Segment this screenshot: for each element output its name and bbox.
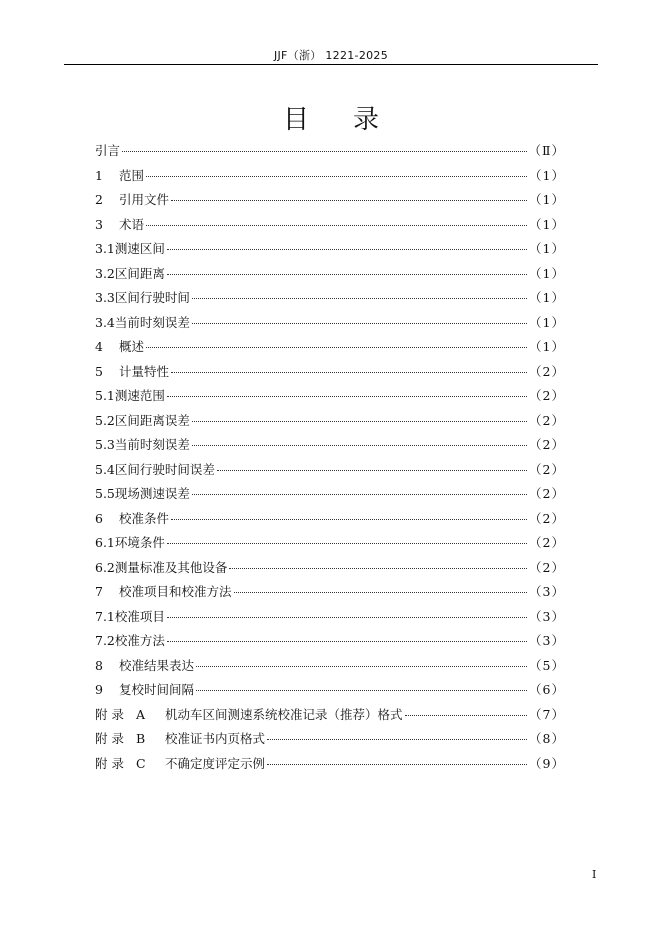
- toc-entry-title: 校准项目: [114, 608, 165, 624]
- toc-dot-leader: [171, 519, 527, 520]
- toc-entry-title: 复校时间间隔: [119, 682, 195, 697]
- toc-dot-leader: [146, 347, 527, 348]
- toc-entry-title: 校准项目和校准方法: [119, 584, 232, 599]
- toc-entry-page: （8）: [529, 731, 565, 746]
- toc-entry: [95, 458, 565, 483]
- document-code-header: JJF（浙） 1221-2025: [273, 49, 389, 62]
- toc-entry-title: 机动车区间测速系统校准记录（推荐）格式: [165, 706, 403, 722]
- toc-dot-leader: [167, 641, 527, 642]
- toc-entry: [95, 507, 565, 532]
- toc-entry-page: （6）: [529, 682, 565, 697]
- toc-entry-number: 5.5: [95, 486, 115, 501]
- toc-dot-leader: [192, 323, 527, 324]
- toc-entry-number: 2: [95, 192, 103, 207]
- toc-dot-leader: [229, 568, 527, 569]
- toc-entry-page: （1）: [529, 216, 565, 232]
- toc-entry-number: 附录 C: [95, 755, 150, 771]
- toc-entry-title: 测量标准及其他设备: [114, 559, 228, 575]
- toc-entry-title: 当前时刻误差: [114, 437, 190, 452]
- toc-dot-leader: [171, 200, 527, 201]
- toc-entry-title: 区间距离: [114, 265, 165, 281]
- toc-entry: [95, 727, 565, 752]
- toc-entry-number: 3.2: [95, 265, 115, 281]
- toc-entry-title: 校准证书内页格式: [165, 731, 266, 746]
- toc-entry-title: 测速区间: [114, 241, 165, 256]
- toc-entry-page: （3）: [529, 633, 565, 648]
- toc-dot-leader: [267, 764, 527, 765]
- toc-entry: [95, 360, 565, 385]
- toc-entry-number: 5: [95, 363, 103, 379]
- toc-dot-leader: [267, 739, 527, 740]
- toc-entry-title: 现场测速误差: [114, 486, 190, 501]
- toc-entry: [95, 703, 565, 728]
- toc-entry-title: 校准方法: [114, 633, 165, 648]
- toc-entry-title: 引用文件: [119, 192, 170, 207]
- toc-entry-page: （1）: [529, 241, 565, 256]
- toc-dot-leader: [146, 176, 527, 177]
- toc-entry-number: 6: [95, 510, 103, 526]
- toc-dot-leader: [192, 494, 527, 495]
- toc-entry-number: 5.4: [95, 461, 115, 477]
- toc-entry-page: （9）: [529, 755, 565, 771]
- toc-entry-page: （2）: [529, 559, 565, 575]
- toc-entry: [95, 188, 565, 213]
- toc-entry-page: （1）: [529, 167, 565, 183]
- toc-entry: [95, 580, 565, 605]
- toc-entry-page: （2）: [529, 535, 565, 550]
- toc-dot-leader: [192, 421, 527, 422]
- toc-entry-number: 9: [95, 682, 103, 697]
- toc-entry-page: （2）: [529, 388, 565, 403]
- toc-entry-number: 3.1: [95, 241, 115, 256]
- toc-entry-page: （2）: [529, 486, 565, 501]
- toc-entry: [95, 678, 565, 703]
- toc-entry-title: 术语: [119, 216, 145, 232]
- toc-entry: [95, 335, 565, 360]
- toc-entry-number: 6.2: [95, 559, 115, 575]
- toc-entry-number: 3.3: [95, 290, 115, 305]
- toc-entry-page: （5）: [529, 657, 565, 673]
- toc-entry-page: （1）: [529, 290, 565, 305]
- toc-entry-page: （2）: [529, 412, 565, 428]
- toc-entry-page: （2）: [529, 461, 565, 477]
- toc-entry-title: 校准结果表达: [119, 657, 195, 673]
- toc-entry: [95, 482, 565, 507]
- toc-entry: [95, 237, 565, 262]
- toc-entry-number: 7.1: [95, 608, 115, 624]
- toc-entry-title: 校准条件: [119, 510, 170, 526]
- toc-dot-leader: [146, 225, 527, 226]
- toc-entry-page: （3）: [529, 584, 565, 599]
- toc-dot-leader: [192, 445, 527, 446]
- toc-entry: [95, 654, 565, 679]
- toc-entry-number: 5.2: [95, 412, 115, 428]
- toc-entry: [95, 311, 565, 336]
- toc-entry-title: 概述: [119, 339, 145, 354]
- toc-entry-page: （1）: [529, 339, 565, 354]
- toc-entry-page: （2）: [529, 510, 565, 526]
- toc-dot-leader: [122, 151, 526, 152]
- toc-entry-number: 3: [95, 216, 103, 232]
- toc-entry-page: （7）: [529, 706, 565, 722]
- toc-entry-title: 区间行驶时间: [114, 290, 190, 305]
- toc-entry: [95, 433, 565, 458]
- toc-entry-number: 7: [95, 584, 103, 599]
- toc-entry-title: 区间行驶时间误差: [114, 461, 215, 477]
- toc-entry-title: 区间距离误差: [114, 412, 190, 428]
- header-divider: [64, 64, 598, 65]
- toc-dot-leader: [167, 249, 527, 250]
- toc-entry: [95, 752, 565, 777]
- toc-dot-leader: [196, 690, 527, 691]
- toc-entry-page: （1）: [529, 192, 565, 207]
- toc-entry-number: 6.1: [95, 535, 115, 550]
- toc-entry-number: 8: [95, 657, 103, 673]
- toc-entry: [95, 409, 565, 434]
- toc-entry-number: 7.2: [95, 633, 115, 648]
- page-number: I: [592, 868, 597, 881]
- toc-entry: [95, 262, 565, 287]
- toc-entry-title: 测速范围: [114, 388, 165, 403]
- toc-entry: [95, 629, 565, 654]
- toc-dot-leader: [405, 715, 528, 716]
- toc-entry-page: （1）: [529, 265, 565, 281]
- toc-entry-title: 引言: [95, 143, 121, 158]
- toc-dot-leader: [167, 274, 527, 275]
- toc-entry-title: 计量特性: [119, 363, 170, 379]
- toc-entry-page: （2）: [529, 437, 565, 452]
- toc-dot-leader: [167, 543, 527, 544]
- toc-entry-number: 1: [95, 167, 103, 183]
- toc-dot-leader: [196, 666, 527, 667]
- toc-entry: [95, 531, 565, 556]
- toc-entry-number: 5.1: [95, 388, 115, 403]
- toc-entry-page: （1）: [529, 314, 565, 330]
- toc-entry-title: 范围: [119, 167, 145, 183]
- toc-title: 目录: [282, 105, 423, 135]
- toc-dot-leader: [234, 592, 528, 593]
- toc-entry: [95, 384, 565, 409]
- toc-dot-leader: [171, 372, 527, 373]
- toc-entry-number: 附录 A: [95, 706, 150, 722]
- toc-dot-leader: [192, 298, 527, 299]
- toc-dot-leader: [167, 617, 527, 618]
- toc-entry: [95, 139, 565, 164]
- toc-entry-title: 当前时刻误差: [114, 314, 190, 330]
- toc-entry: [95, 164, 565, 189]
- toc-entry-number: 4: [95, 339, 103, 354]
- toc-entry-title: 环境条件: [114, 535, 165, 550]
- table-of-contents: [95, 139, 565, 776]
- toc-entry: [95, 213, 565, 238]
- toc-dot-leader: [217, 470, 527, 471]
- toc-entry-page: （Ⅱ）: [528, 143, 565, 158]
- toc-entry-number: 3.4: [95, 314, 115, 330]
- toc-entry-number: 5.3: [95, 437, 115, 452]
- toc-entry: [95, 556, 565, 581]
- toc-entry: [95, 286, 565, 311]
- toc-entry: [95, 605, 565, 630]
- toc-entry-title: 不确定度评定示例: [165, 755, 266, 771]
- toc-entry-number: 附录 B: [95, 731, 150, 746]
- toc-dot-leader: [167, 396, 527, 397]
- toc-entry-page: （3）: [529, 608, 565, 624]
- toc-entry-page: （2）: [529, 363, 565, 379]
